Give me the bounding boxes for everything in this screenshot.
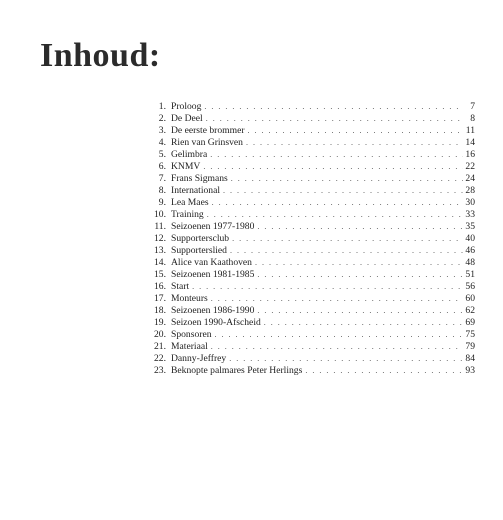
toc-entry-title: Start	[171, 281, 190, 292]
toc-entry-number: 13.	[154, 245, 166, 256]
toc-entry	[140, 137, 475, 149]
toc-entry-number: 7.	[158, 173, 166, 184]
toc-dot-leader	[204, 101, 463, 113]
toc-entry-title: International	[171, 185, 221, 196]
toc-entry-number: 9.	[158, 197, 166, 208]
toc-dot-leader	[257, 221, 463, 233]
toc-entry-title: Seizoenen 1981-1985	[171, 269, 255, 280]
toc-entry	[140, 329, 475, 341]
toc-dot-leader	[203, 161, 463, 173]
toc-entry	[140, 209, 475, 221]
toc-entry-title: Lea Maes	[171, 197, 209, 208]
toc-entry-number: 19.	[154, 317, 166, 328]
toc-entry-page-number: 84	[465, 353, 475, 364]
toc-entry-number: 20.	[154, 329, 166, 340]
toc-dot-leader	[215, 329, 463, 341]
toc-entry-number: 8.	[158, 185, 166, 196]
toc-dot-leader	[255, 257, 463, 269]
toc-entry-page-number: 46	[465, 245, 475, 256]
toc-entry-page-number: 24	[465, 173, 475, 184]
toc-entry-number: 16.	[154, 281, 166, 292]
toc-entry-page-number: 48	[465, 257, 475, 268]
toc-entry-number: 6.	[158, 161, 166, 172]
toc-entry-number: 5.	[158, 149, 166, 160]
toc-entry-title: Seizoen 1990-Afscheid	[171, 317, 261, 328]
toc-dot-leader	[211, 341, 463, 353]
toc-entry-page-number: 16	[465, 149, 475, 160]
toc-entry-number: 23.	[154, 365, 166, 376]
toc-entry-number: 12.	[154, 233, 166, 244]
toc-entry	[140, 197, 475, 209]
toc-entry-page-number: 75	[465, 329, 475, 340]
toc-entry-title: Seizoenen 1977-1980	[171, 221, 255, 232]
toc-entry-title: KNMV	[171, 161, 201, 172]
toc-dot-leader	[192, 281, 463, 293]
toc-entry-page-number: 35	[465, 221, 475, 232]
toc-entry-title: De eerste brommer	[171, 125, 245, 136]
toc-entry-page-number: 60	[465, 293, 475, 304]
toc-entry	[140, 341, 475, 353]
toc-entry	[140, 233, 475, 245]
toc-entry-title: Supporterslied	[171, 245, 227, 256]
toc-entry-title: Rien van Grinsven	[171, 137, 243, 148]
toc-entry-page-number: 93	[465, 365, 475, 376]
toc-entry-page-number: 40	[465, 233, 475, 244]
toc-entry-title: Proloog	[171, 101, 202, 112]
toc-entry-page-number: 7	[470, 101, 475, 112]
toc-entry-page-number: 79	[465, 341, 475, 352]
toc-entry	[140, 305, 475, 317]
toc-entry-page-number: 22	[465, 161, 475, 172]
toc-entry-page-number: 62	[465, 305, 475, 316]
toc-entry-title: Materiaal	[171, 341, 208, 352]
toc-entry-page-number: 56	[465, 281, 475, 292]
toc-entry-number: 3.	[158, 125, 166, 136]
toc-entry-title: Sponsoren	[171, 329, 212, 340]
toc-entry	[140, 185, 475, 197]
toc-entry-page-number: 69	[465, 317, 475, 328]
toc-dot-leader	[211, 293, 463, 305]
toc-dot-leader	[264, 317, 463, 329]
toc-entry-page-number: 51	[465, 269, 475, 280]
page-title: Inhoud:	[40, 37, 161, 74]
toc-dot-leader	[230, 245, 463, 257]
toc-entry-number: 4.	[158, 137, 166, 148]
toc-entry-number: 15.	[154, 269, 166, 280]
toc-entry-page-number: 30	[465, 197, 475, 208]
toc-entry-number: 14.	[154, 257, 166, 268]
toc-entry-page-number: 33	[465, 209, 475, 220]
toc-dot-leader	[229, 353, 463, 365]
toc-entry	[140, 365, 475, 377]
toc-entry	[140, 353, 475, 365]
toc-entry	[140, 221, 475, 233]
toc-entry	[140, 161, 475, 173]
toc-entry	[140, 173, 475, 185]
toc-entry	[140, 101, 475, 113]
toc-entry-page-number: 8	[470, 113, 475, 124]
toc-entry	[140, 269, 475, 281]
toc-entry	[140, 245, 475, 257]
toc-entry-title: De Deel	[171, 113, 203, 124]
toc-entry	[140, 125, 475, 137]
toc-entry	[140, 113, 475, 125]
toc-dot-leader	[257, 269, 463, 281]
toc-dot-leader	[210, 149, 463, 161]
toc-entry-title: Monteurs	[171, 293, 208, 304]
toc-dot-leader	[246, 137, 463, 149]
table-of-contents	[140, 101, 475, 377]
toc-entry-number: 22.	[154, 353, 166, 364]
toc-entry-title: Beknopte palmares Peter Herlings	[171, 365, 303, 376]
toc-entry-number: 18.	[154, 305, 166, 316]
toc-entry-title: Gelimbra	[171, 149, 208, 160]
toc-dot-leader	[257, 305, 463, 317]
toc-dot-leader	[231, 173, 463, 185]
toc-entry-number: 11.	[154, 221, 166, 232]
toc-dot-leader	[207, 209, 463, 221]
toc-entry-number: 17.	[154, 293, 166, 304]
toc-dot-leader	[212, 197, 463, 209]
toc-dot-leader	[248, 125, 463, 137]
toc-entry-title: Danny-Jeffrey	[171, 353, 227, 364]
toc-entry-page-number: 28	[465, 185, 475, 196]
toc-entry	[140, 149, 475, 161]
toc-entry-title: Supportersclub	[171, 233, 230, 244]
toc-entry-title: Training	[171, 209, 204, 220]
toc-entry-page-number: 11	[465, 125, 475, 136]
toc-entry	[140, 293, 475, 305]
toc-entry-number: 1.	[158, 101, 166, 112]
toc-entry-title: Alice van Kaathoven	[171, 257, 252, 268]
toc-entry	[140, 317, 475, 329]
toc-dot-leader	[232, 233, 463, 245]
toc-entry-title: Frans Sigmans	[171, 173, 228, 184]
toc-entry-number: 10.	[154, 209, 166, 220]
toc-entry-title: Seizoenen 1986-1990	[171, 305, 255, 316]
toc-entry-page-number: 14	[465, 137, 475, 148]
toc-entry	[140, 281, 475, 293]
toc-dot-leader	[223, 185, 463, 197]
toc-dot-leader	[305, 365, 463, 377]
toc-entry-number: 2.	[158, 113, 166, 124]
toc-entry-number: 21.	[154, 341, 166, 352]
toc-dot-leader	[206, 113, 463, 125]
toc-entry	[140, 257, 475, 269]
